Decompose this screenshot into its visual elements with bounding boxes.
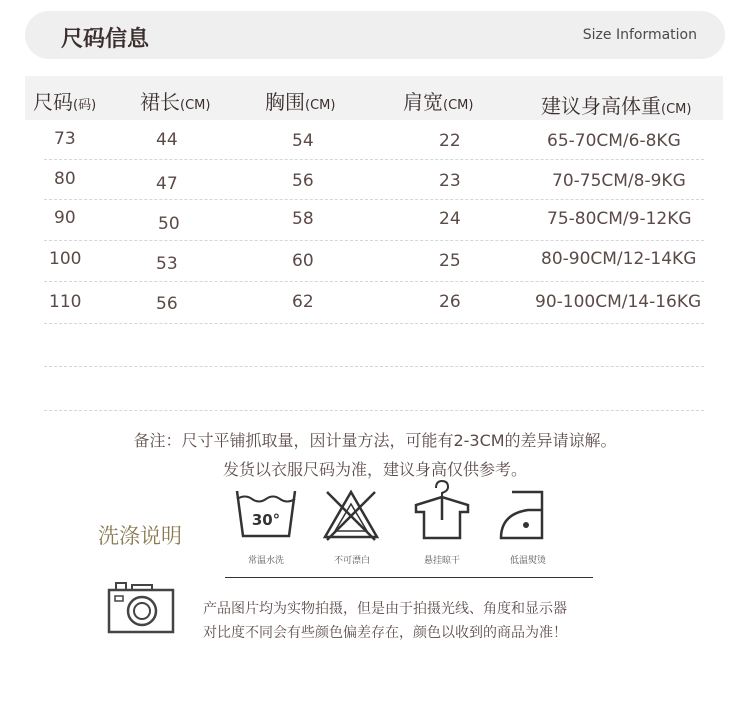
size-table-header [25,76,723,120]
column-header-shoulder: 肩宽(CM) [403,90,474,114]
cell-shoulder: 26 [439,292,461,312]
disclaimer-line-1: 产品图片均为实物拍摄，但是由于拍摄光线、角度和显示器 [203,601,567,617]
cell-shoulder: 25 [439,251,461,271]
column-header-size: 尺码(码) [33,90,97,114]
cell-shoulder: 22 [439,131,461,151]
page-title: 尺码信息 [61,27,150,52]
wash-label: 常温水洗 [247,556,284,566]
row-divider [44,159,704,160]
camera-icon [106,580,176,636]
wash-title: 洗涤说明 [98,524,182,548]
row-divider [44,281,704,282]
low-iron-icon [498,488,556,542]
disclaimer-line-2: 对比度不同会有些颜色偏差存在，颜色以收到的商品为准！ [203,625,567,641]
header-bar [25,11,725,59]
no-bleach-icon [321,488,381,542]
note-line-2: 发货以衣服尺码为准，建议身高仅供参考。 [222,460,527,479]
wash-label: 悬挂晾干 [423,556,460,566]
cell-recommended: 70-75CM/8-9KG [552,171,686,191]
row-divider [44,410,704,411]
cell-chest: 62 [292,292,314,312]
cell-chest: 58 [292,209,314,229]
row-divider [44,240,704,241]
cell-size: 90 [54,208,76,228]
row-divider [44,366,704,367]
cell-length: 47 [156,174,178,194]
wash-30-icon [234,488,298,540]
cell-length: 50 [158,214,180,234]
column-header-recommended: 建议身高体重(CM) [541,94,692,118]
row-divider [44,323,704,324]
wash-label: 不可漂白 [333,556,370,566]
cell-recommended: 75-80CM/9-12KG [547,209,692,229]
row-divider [44,199,704,200]
cell-length: 44 [156,130,178,150]
cell-chest: 54 [292,131,314,151]
wash-label: 低温熨烫 [509,556,546,566]
column-header-length: 裙长(CM) [140,90,211,114]
cell-recommended: 90-100CM/14-16KG [535,292,702,312]
cell-recommended: 80-90CM/12-14KG [541,249,697,269]
cell-size: 110 [49,292,82,312]
cell-shoulder: 23 [439,171,461,191]
cell-chest: 56 [292,171,314,191]
hang-dry-icon [412,478,472,542]
note-line-1: 备注：尺寸平铺抓取量，因计量方法，可能有2-3CM的差异请谅解。 [133,431,617,450]
cell-chest: 60 [292,251,314,271]
cell-shoulder: 24 [439,209,461,229]
cell-recommended: 65-70CM/6-8KG [547,131,681,151]
cell-length: 56 [156,294,178,314]
cell-size: 73 [54,129,76,149]
cell-size: 80 [54,169,76,189]
page-subtitle: Size Information [582,27,697,43]
cell-size: 100 [49,249,82,269]
column-header-chest: 胸围(CM) [265,90,336,114]
divider [225,577,593,578]
wash-temperature: 30° [251,511,281,529]
cell-length: 53 [156,254,178,274]
